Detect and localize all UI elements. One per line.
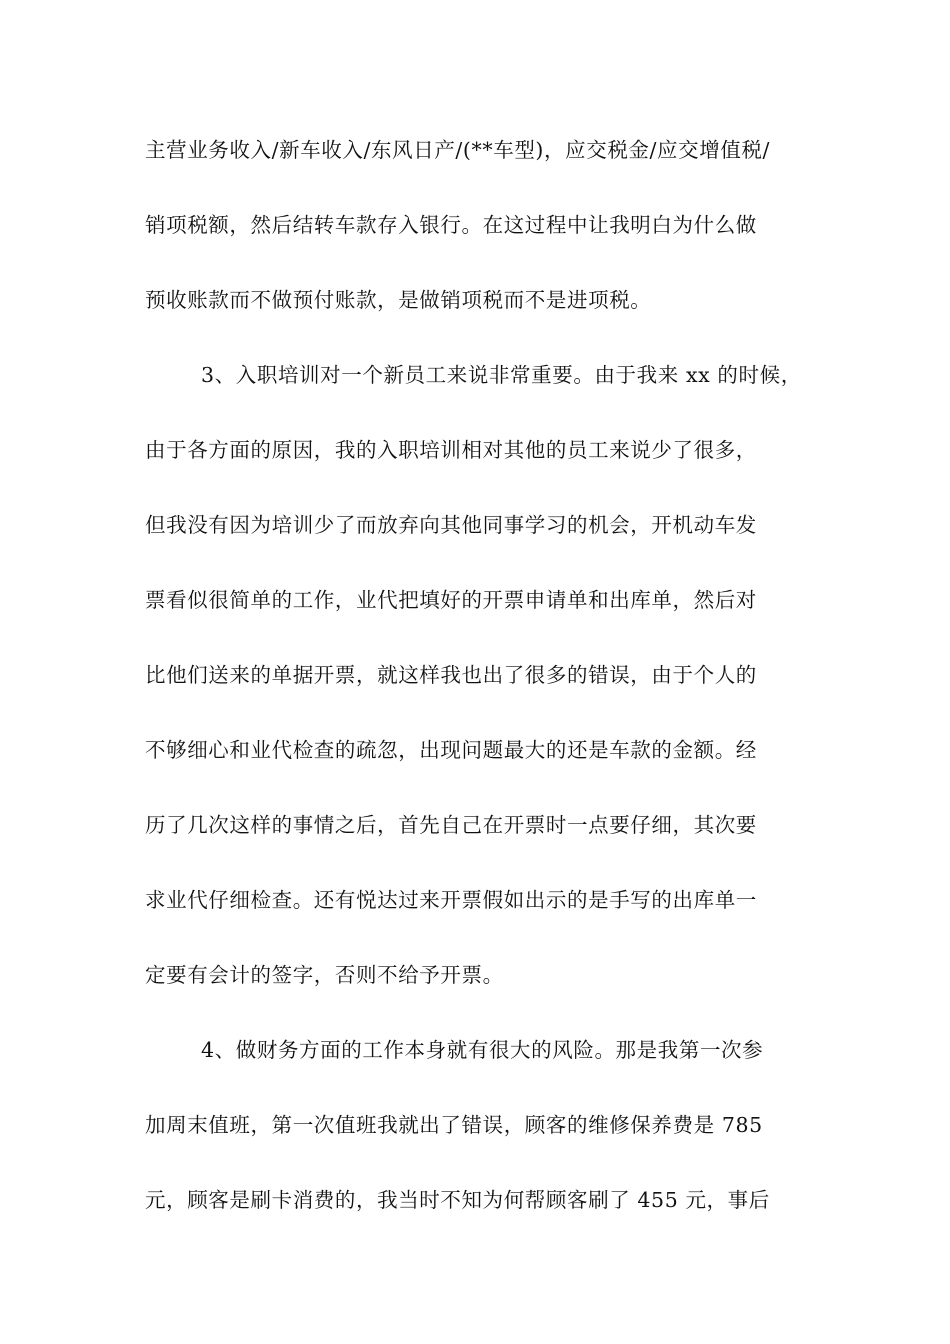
text-line: 定要有会计的签字，否则不给予开票。 [145,963,504,987]
text-line: 但我没有因为培训少了而放弃向其他同事学习的机会，开机动车发 [145,513,757,537]
text-line: 销项税额，然后结转车款存入银行。在这过程中让我明白为什么做 [145,213,757,237]
text-line: 不够细心和业代检查的疏忽，出现问题最大的还是车款的金额。经 [145,738,757,762]
text-line: 票看似很简单的工作，业代把填好的开票申请单和出库单，然后对 [145,588,757,612]
text-line: 加周末值班，第一次值班我就出了错误，顾客的维修保养费是 785 [145,1113,763,1137]
text-line: 历了几次这样的事情之后，首先自己在开票时一点要仔细，其次要 [145,813,757,837]
text-line: 主营业务收入/新车收入/东风日产/(**车型)，应交税金/应交增值税/ [145,138,771,162]
paragraph-start-4: 4、做财务方面的工作本身就有很大的风险。那是我第一次参 [201,1038,764,1062]
text-line: 求业代仔细检查。还有悦达过来开票假如出示的是手写的出库单一 [145,888,757,912]
text-line: 预收账款而不做预付账款，是做销项税而不是进项税。 [145,288,652,312]
text-line: 比他们送来的单据开票，就这样我也出了很多的错误，由于个人的 [145,663,757,687]
text-line: 由于各方面的原因，我的入职培训相对其他的员工来说少了很多， [145,438,757,462]
paragraph-start-3: 3、入职培训对一个新员工来说非常重要。由于我来 xx 的时候， [201,363,802,387]
text-line: 元，顾客是刷卡消费的，我当时不知为何帮顾客刷了 455 元，事后 [145,1188,770,1212]
